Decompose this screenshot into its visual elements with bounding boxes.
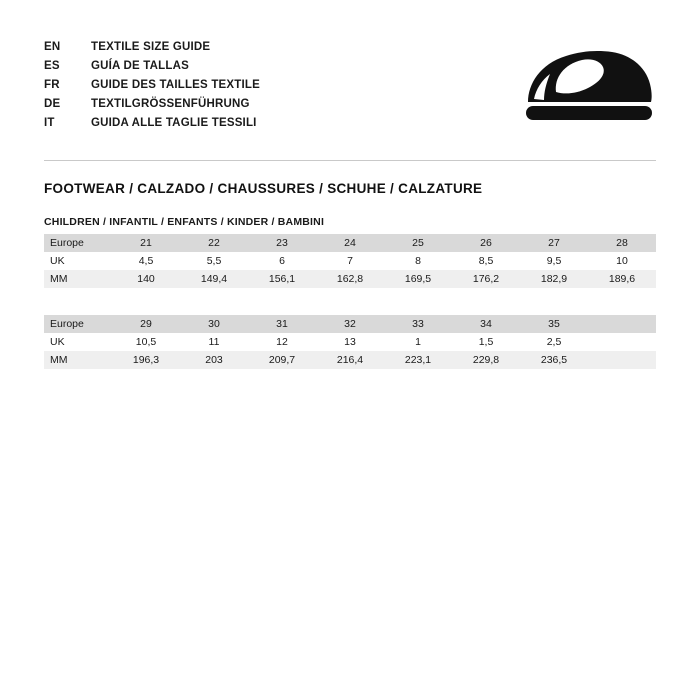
- table-cell: 31: [248, 315, 316, 333]
- table-row: [44, 351, 656, 369]
- table-cell: 25: [384, 234, 452, 252]
- language-code: IT: [44, 117, 55, 129]
- table-cell: 203: [180, 351, 248, 369]
- table-cell: 28: [588, 234, 656, 252]
- table-cell: 35: [520, 315, 588, 333]
- table-row: [44, 270, 656, 288]
- row-label: Europe: [44, 234, 112, 252]
- section-divider: [44, 160, 656, 161]
- language-label: GUÍA DE TALLAS: [91, 60, 189, 72]
- table-cell-empty: [588, 333, 656, 351]
- table-cell: 1: [384, 333, 452, 351]
- table-cell: 26: [452, 234, 520, 252]
- table-cell: 196,3: [112, 351, 180, 369]
- table-cell: 10,5: [112, 333, 180, 351]
- table-cell: 189,6: [588, 270, 656, 288]
- language-label: TEXTILE SIZE GUIDE: [91, 41, 211, 53]
- table-cell: 216,4: [316, 351, 384, 369]
- language-code: DE: [44, 98, 61, 110]
- language-label: GUIDE DES TAILLES TEXTILE: [91, 79, 260, 91]
- table-cell: 13: [316, 333, 384, 351]
- row-label: MM: [44, 351, 112, 369]
- table-row: [44, 333, 656, 351]
- page-title: FOOTWEAR / CALZADO / CHAUSSURES / SCHUHE / CALZATURE: [44, 181, 483, 196]
- table-cell: 236,5: [520, 351, 588, 369]
- shoe-icon: [520, 40, 660, 130]
- table-cell: 209,7: [248, 351, 316, 369]
- table-cell: 9,5: [520, 252, 588, 270]
- table-cell: 10: [588, 252, 656, 270]
- table-row: [44, 315, 656, 333]
- size-table-children: [44, 216, 656, 288]
- table-cell: 7: [316, 252, 384, 270]
- table-cell: 176,2: [452, 270, 520, 288]
- table-cell: 33: [384, 315, 452, 333]
- table-row: [44, 252, 656, 270]
- table-cell: 223,1: [384, 351, 452, 369]
- table-cell: 24: [316, 234, 384, 252]
- table-cell: 29: [112, 315, 180, 333]
- table-cell: 8,5: [452, 252, 520, 270]
- table-cell: 21: [112, 234, 180, 252]
- table-cell: 2,5: [520, 333, 588, 351]
- table-cell: 4,5: [112, 252, 180, 270]
- table-cell: 140: [112, 270, 180, 288]
- language-label: TEXTILGRÖSSENFÜHRUNG: [91, 98, 250, 110]
- table-cell: 1,5: [452, 333, 520, 351]
- table-cell: 156,1: [248, 270, 316, 288]
- table-cell: 22: [180, 234, 248, 252]
- table-cell: 34: [452, 315, 520, 333]
- table-cell: 30: [180, 315, 248, 333]
- language-code: ES: [44, 60, 60, 72]
- table-cell: 12: [248, 333, 316, 351]
- language-label: GUIDA ALLE TAGLIE TESSILI: [91, 117, 257, 129]
- table-cell: 6: [248, 252, 316, 270]
- size-table-children-continued: [44, 315, 656, 369]
- table-cell: 11: [180, 333, 248, 351]
- table-cell: 149,4: [180, 270, 248, 288]
- table-caption: CHILDREN / INFANTIL / ENFANTS / KINDER / BAMBINI: [44, 216, 325, 228]
- row-label: UK: [44, 252, 112, 270]
- table-cell: 32: [316, 315, 384, 333]
- table-cell: 5,5: [180, 252, 248, 270]
- table-cell-empty: [588, 315, 656, 333]
- row-label: MM: [44, 270, 112, 288]
- table-cell: 27: [520, 234, 588, 252]
- table-cell: 162,8: [316, 270, 384, 288]
- row-label: UK: [44, 333, 112, 351]
- row-label: Europe: [44, 315, 112, 333]
- language-code: EN: [44, 41, 61, 53]
- table-cell-empty: [588, 351, 656, 369]
- size-table: [44, 315, 656, 369]
- table-cell: 229,8: [452, 351, 520, 369]
- table-cell: 23: [248, 234, 316, 252]
- table-cell: 169,5: [384, 270, 452, 288]
- table-cell: 182,9: [520, 270, 588, 288]
- size-table: [44, 234, 656, 288]
- language-code: FR: [44, 79, 60, 91]
- table-cell: 8: [384, 252, 452, 270]
- table-row: [44, 234, 656, 252]
